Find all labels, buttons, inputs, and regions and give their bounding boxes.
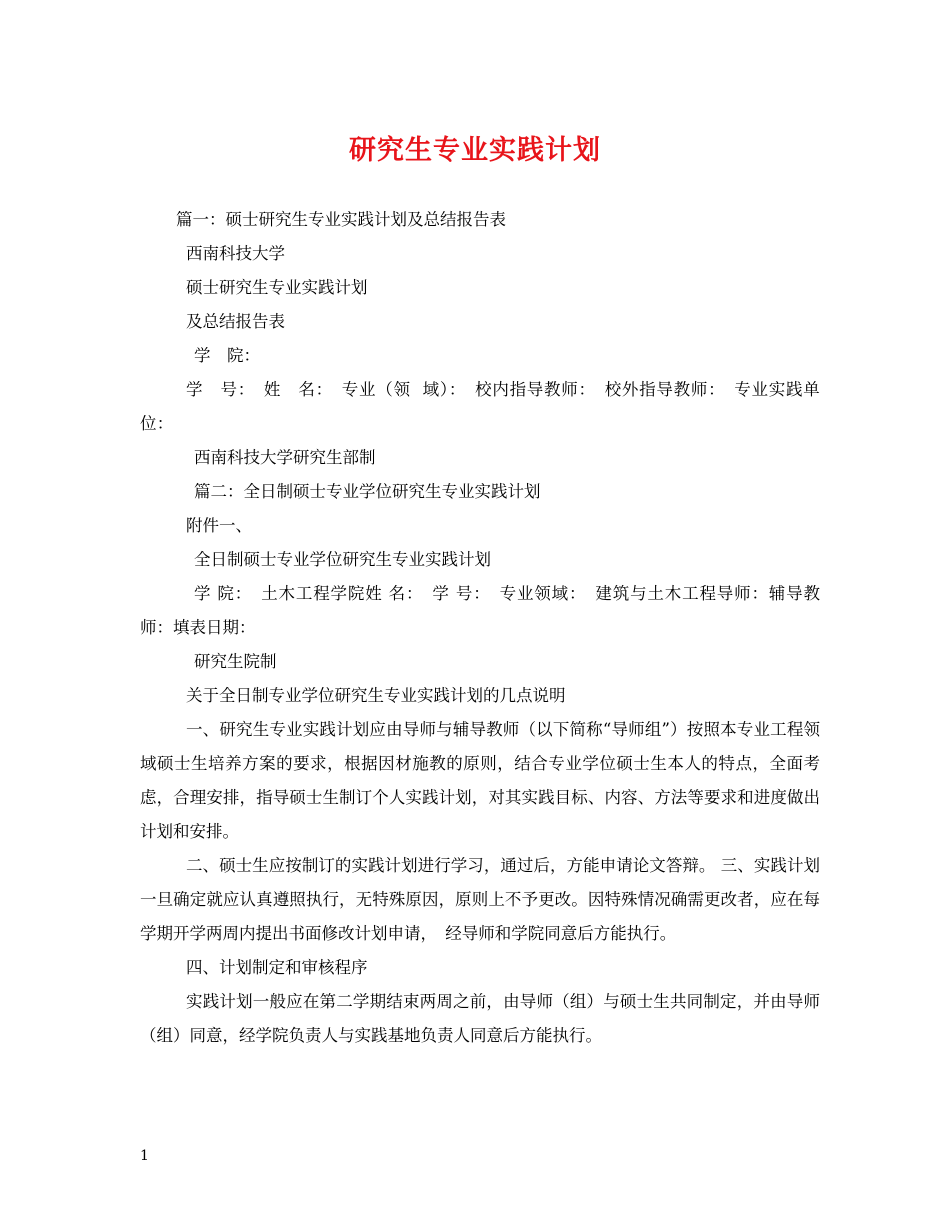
note-paragraph-2: 二、硕士生应按制订的实践计划进行学习，通过后，方能申请论文答辩。 三、实践计划一旦确定就应认真遵照执行，无特殊原因，原则上不予更改。因特殊情况确需更改者，应在每学期开学两周内提出书面修改计划申请， 经导师和学院同意后方能执行。	[140, 856, 820, 943]
university-name: 西南科技大学	[186, 244, 285, 263]
attachment-label: 附件一、	[186, 516, 252, 535]
issuer-2: 研究生院制	[194, 652, 277, 671]
note-paragraph-1: 一、研究生专业实践计划应由导师与辅导教师（以下简称“导师组”）按照本专业工程领域硕士生培养方案的要求，根据因材施教的原则，结合专业学位硕士生本人的特点，全面考虑，合理安排，指导硕士生制订个人实践计划，对其实践目标、内容、方法等要求和进度做出计划和安排。	[140, 720, 820, 841]
form-title-1: 硕士研究生专业实践计划	[186, 278, 368, 297]
college-field: 学 院：	[194, 346, 260, 365]
section-heading-2: 篇二：全日制硕士专业学位研究生专业实践计划	[194, 482, 541, 501]
issuer-1: 西南科技大学研究生部制	[194, 448, 376, 467]
procedure-heading: 四、计划制定和审核程序	[186, 958, 368, 977]
document-body	[140, 203, 820, 1053]
section-heading-1: 篇一：硕士研究生专业实践计划及总结报告表	[176, 210, 506, 229]
info-fields-2: 学 院： 土木工程学院姓 名： 学 号： 专业领域： 建筑与土木工程导师：辅导教师：填表日期：	[140, 584, 820, 637]
info-fields-1: 学 号： 姓 名： 专业（领 域）： 校内指导教师： 校外指导教师： 专业实践单位：	[140, 380, 820, 433]
page-number: 1	[140, 1148, 149, 1164]
document-title: 研究生专业实践计划	[349, 135, 601, 166]
form-title-2: 及总结报告表	[186, 312, 285, 331]
plan-title: 全日制硕士专业学位研究生专业实践计划	[194, 550, 491, 569]
note-paragraph-3: 实践计划一般应在第二学期结束两周之前，由导师（组）与硕士生共同制定，并由导师（组）同意，经学院负责人与实践基地负责人同意后方能执行。	[140, 992, 820, 1045]
notes-heading: 关于全日制专业学位研究生专业实践计划的几点说明	[186, 686, 566, 705]
